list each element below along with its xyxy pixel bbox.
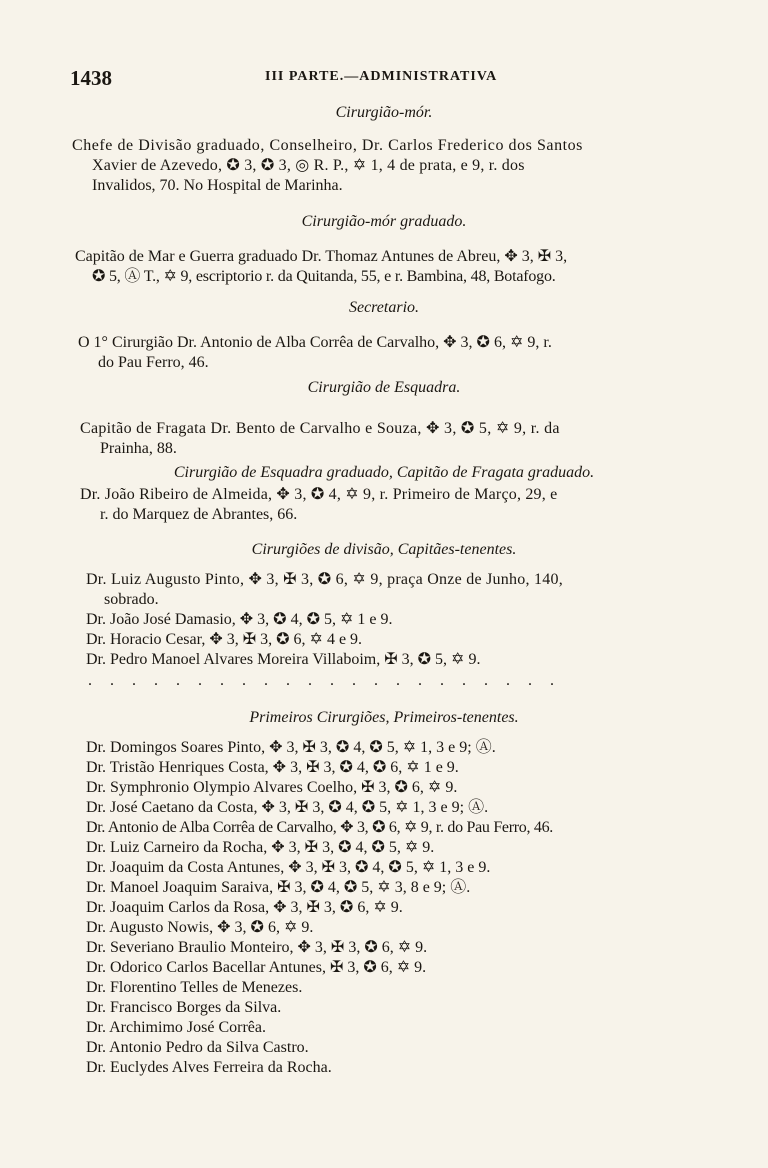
text-line: Dr. Francisco Borges da Silva. <box>86 999 282 1016</box>
text-line: Dr. Antonio de Alba Corrêa de Carvalho, ✥ 3, ✪ 6, ✡ 9, r. do Pau Ferro, 46. <box>86 819 553 836</box>
text-line: Dr. Manoel Joaquim Saraiva, ✠ 3, ✪ 4, ✪ 5, ✡ 3, 8 e 9; Ⓐ. <box>86 879 471 896</box>
text-line: Dr. João Ribeiro de Almeida, ✥ 3, ✪ 4, ✡ 9, r. Primeiro de Março, 29, e <box>80 486 558 503</box>
text-line: Dr. Florentino Telles de Menezes. <box>86 979 303 996</box>
text-line: Capitão de Fragata Dr. Bento de Carvalho e Souza, ✥ 3, ✪ 5, ✡ 9, r. da <box>80 420 560 437</box>
separator-dots: ...................... <box>88 672 572 689</box>
section-heading: Cirurgião de Esquadra. <box>307 379 461 396</box>
text-line: r. do Marquez de Abrantes, 66. <box>100 506 298 523</box>
text-line: Dr. Odorico Carlos Bacellar Antunes, ✠ 3, ✪ 6, ✡ 9. <box>86 959 427 976</box>
text-line: sobrado. <box>104 591 159 608</box>
section-heading: Secretario. <box>348 299 420 316</box>
section-heading: Cirurgião de Esquadra graduado, Capitão de Fragata graduado. <box>173 464 595 481</box>
text-line: Capitão de Mar e Guerra graduado Dr. Thomaz Antunes de Abreu, ✥ 3, ✠ 3, <box>75 248 568 265</box>
section-heading: Cirurgiões de divisão, Capitães-tenentes. <box>251 541 517 558</box>
section-heading: Primeiros Cirurgiões, Primeiros-tenentes. <box>249 709 519 726</box>
text-line: ✪ 5, Ⓐ T., ✡ 9, escriptorio r. da Quitanda, 55, e r. Bambina, 48, Botafogo. <box>92 268 556 285</box>
text-line: Dr. Symphronio Olympio Alvares Coelho, ✠ 3, ✪ 6, ✡ 9. <box>86 779 458 796</box>
section-heading: Cirurgião-mór. <box>335 104 433 121</box>
text-line: Dr. Domingos Soares Pinto, ✥ 3, ✠ 3, ✪ 4, ✪ 5, ✡ 1, 3 e 9; Ⓐ. <box>86 739 496 756</box>
running-head: III PARTE.—ADMINISTRATIVA <box>265 69 498 84</box>
text-line: Dr. Pedro Manoel Alvares Moreira Villaboim, ✠ 3, ✪ 5, ✡ 9. <box>86 651 481 668</box>
text-line: do Pau Ferro, 46. <box>98 354 209 371</box>
text-line: Xavier de Azevedo, ✪ 3, ✪ 3, ◎ R. P., ✡ 1, 4 de prata, e 9, r. dos <box>92 157 525 174</box>
text-line: Dr. Augusto Nowis, ✥ 3, ✪ 6, ✡ 9. <box>86 919 314 936</box>
section-heading: Cirurgião-mór graduado. <box>301 213 467 230</box>
text-line: Prainha, 88. <box>100 440 177 457</box>
text-line: Chefe de Divisão graduado, Conselheiro, Dr. Carlos Frederico dos Santos <box>72 137 583 154</box>
text-line: Dr. Luiz Carneiro da Rocha, ✥ 3, ✠ 3, ✪ 4, ✪ 5, ✡ 9. <box>86 839 435 856</box>
text-line: Dr. Luiz Augusto Pinto, ✥ 3, ✠ 3, ✪ 6, ✡ 9, praça Onze de Junho, 140, <box>86 571 564 588</box>
text-line: Dr. José Caetano da Costa, ✥ 3, ✠ 3, ✪ 4, ✪ 5, ✡ 1, 3 e 9; Ⓐ. <box>86 799 489 816</box>
text-line: Dr. Joaquim Carlos da Rosa, ✥ 3, ✠ 3, ✪ 6, ✡ 9. <box>86 899 403 916</box>
text-line: Dr. Euclydes Alves Ferreira da Rocha. <box>86 1059 332 1076</box>
text-line: Dr. Severiano Braulio Monteiro, ✥ 3, ✠ 3, ✪ 6, ✡ 9. <box>86 939 428 956</box>
text-line: Dr. Horacio Cesar, ✥ 3, ✠ 3, ✪ 6, ✡ 4 e 9. <box>86 631 363 648</box>
text-line: Dr. Joaquim da Costa Antunes, ✥ 3, ✠ 3, ✪ 4, ✪ 5, ✡ 1, 3 e 9. <box>86 859 491 876</box>
text-line: O 1° Cirurgião Dr. Antonio de Alba Corrêa de Carvalho, ✥ 3, ✪ 6, ✡ 9, r. <box>78 334 552 351</box>
text-line: Invalidos, 70. No Hospital de Marinha. <box>92 177 343 194</box>
text-line: Dr. João José Damasio, ✥ 3, ✪ 4, ✪ 5, ✡ 1 e 9. <box>86 611 393 628</box>
page-header <box>70 66 720 90</box>
text-line: Dr. Antonio Pedro da Silva Castro. <box>86 1039 309 1056</box>
text-line: Dr. Tristão Henriques Costa, ✥ 3, ✠ 3, ✪ 4, ✪ 6, ✡ 1 e 9. <box>86 759 459 776</box>
page-number: 1438 <box>70 66 112 90</box>
text-line: Dr. Archimimo José Corrêa. <box>86 1019 266 1036</box>
